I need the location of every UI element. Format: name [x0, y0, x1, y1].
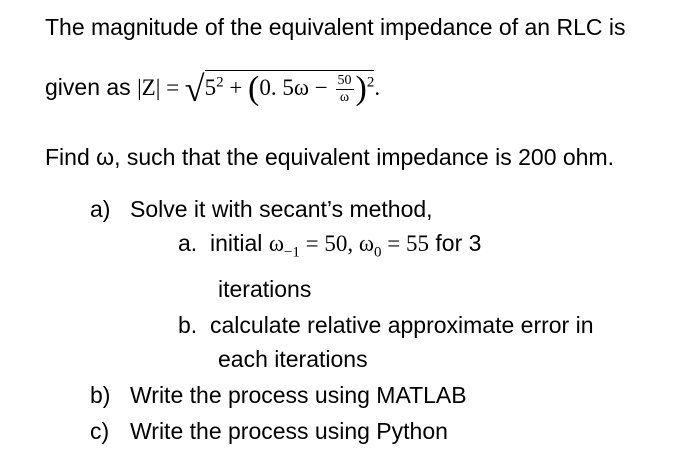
subpart-a: a. initial $\omega_{-1} = 50$, $\omega_0 = 55$ for 3 [178, 230, 482, 261]
formula-line [45, 69, 381, 109]
part-c-label: c) [90, 418, 110, 444]
subpart-a-label: a. [178, 230, 198, 256]
subpart-b: b. calculate relative approximate error in [178, 312, 594, 338]
subpart-b-label: b. [178, 312, 198, 338]
question-line: Find ω, such that the equivalent impedance is 200 ohm. [45, 144, 615, 170]
part-a-text: Solve it with secant’s method, [130, 196, 433, 222]
part-b-label: b) [90, 382, 111, 408]
part-c [90, 416, 448, 446]
part-a [90, 194, 433, 224]
part-b [90, 380, 467, 410]
radicand: $5^2 + (0$. 5ω − $\frac{50}{\omega}$ )$^2$ [204, 70, 375, 107]
part-b-text: Write the process using MATLAB [130, 382, 467, 408]
subpart-a-continuation: iterations [218, 276, 312, 302]
intro-line: The magnitude of the equivalent impedance of an RLC is [45, 14, 626, 40]
subpart-b-continuation: each iterations [218, 346, 368, 372]
part-c-text: Write the process using Python [130, 418, 448, 444]
formula-prefix: given as [45, 74, 138, 100]
part-a-label: a) [90, 196, 111, 222]
fraction: $\frac{50}{\omega}$ [337, 73, 352, 106]
impedance-formula: $|Z| = √5^2 + (0$. 5ω − $\frac{50}{\omega}$ )$^2$. [137, 69, 381, 109]
radical-sign: √ [184, 69, 205, 109]
initial-values: $\omega_{-1} = 50$, $\omega_0 = 55$ [268, 231, 430, 261]
